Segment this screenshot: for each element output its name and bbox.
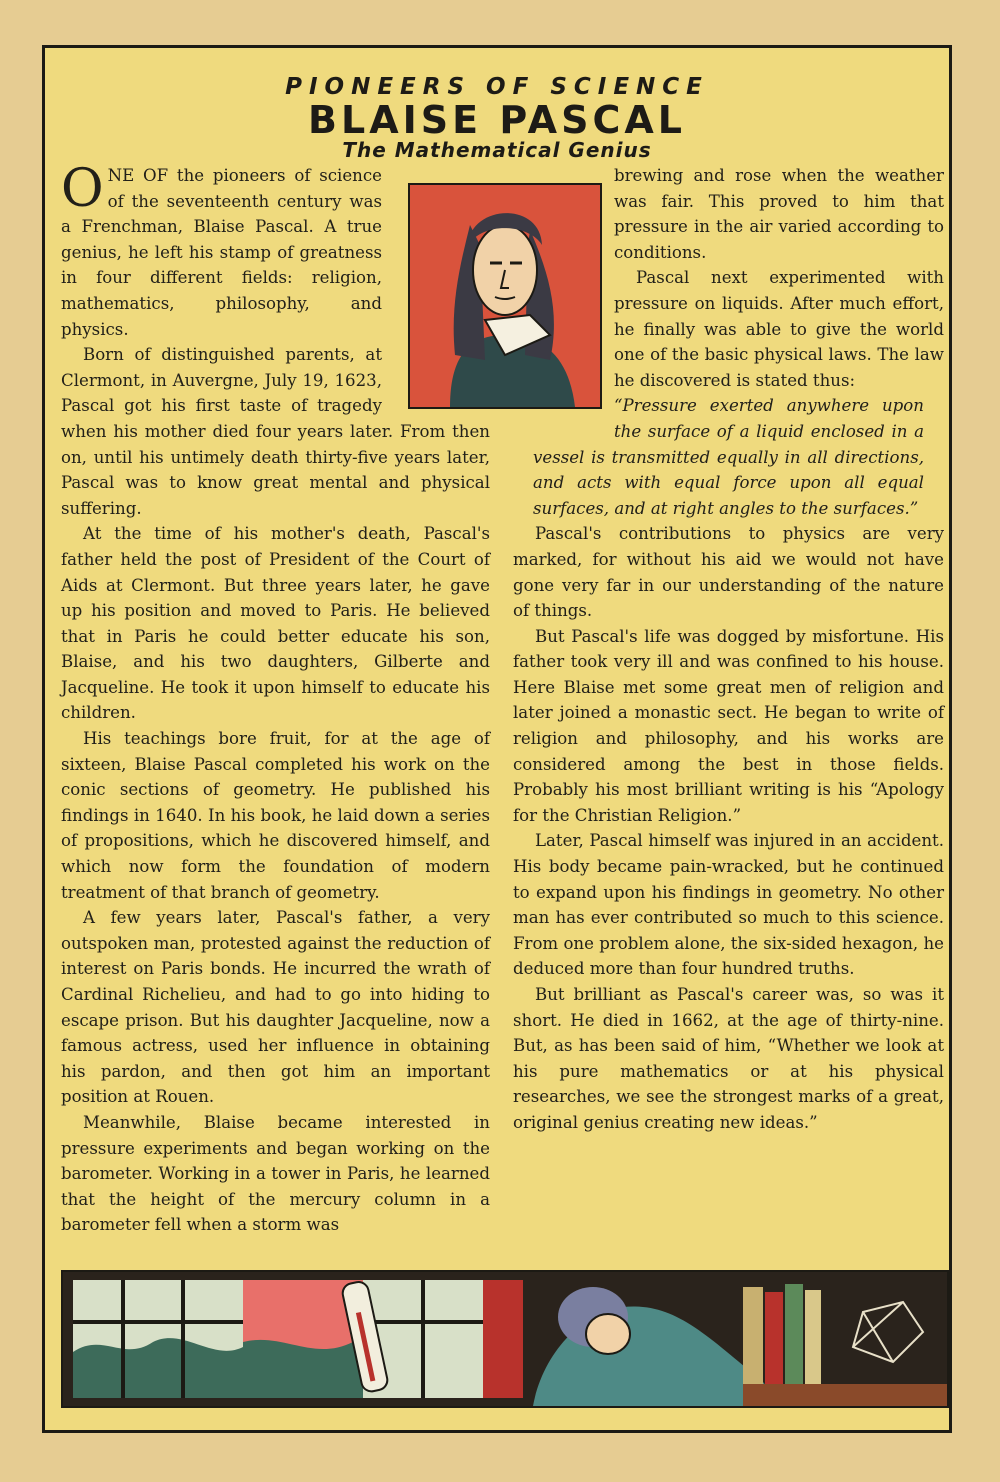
- paragraph: Pascal's contributions to physics are very marked, for without his aid we would not have gone very far in our understanding of the nature of things.: [513, 524, 944, 621]
- series-heading: PIONEERS OF SCIENCE: [285, 74, 709, 100]
- paragraph: Meanwhile, Blaise became interested in pressure experiments and began working on the barometer. Working in a tower in Paris, he learned that the height of the mercury column in a barometer fell when a storm was: [61, 1112, 490, 1235]
- pascal-portrait: [408, 183, 602, 409]
- article-title: BLAISE PASCAL: [308, 98, 686, 142]
- law-quote: “Pressure exerted anywhere upon the surface of a liquid enclosed in a vessel is transmitted equally in all directions, and acts with equal force upon all equal surfaces, and at right angles to the surfaces.”: [533, 396, 924, 518]
- paragraph: brewing and rose when the weather was fair. This proved to him that pressure in the air varied according to conditions.: [614, 166, 944, 262]
- paragraph: But Pascal's life was dogged by misfortune. His father took very ill and was confined to his house. Here Blaise met some great men of religion and later joined a monastic sect. He began to write of religion and philosophy, and his works are considered among the best in those fields. Probably his most brilliant writing is his “Apology for the Christian Religion.”: [513, 626, 944, 825]
- article-panel: [42, 45, 952, 1433]
- paragraph: His teachings bore fruit, for at the age of sixteen, Blaise Pascal completed his work on the conic sections of geometry. He published his findings in 1640. In his book, he laid down a series of propositions, which he discovered himself, and which now form the foundation of modern treatment of that branch of geometry.: [61, 729, 490, 902]
- paragraph: Pascal next experimented with pressure on liquids. After much effort, he finally was able to give the world one of the basic physical laws. The law he discovered is stated thus:: [614, 268, 944, 390]
- drop-cap: O: [61, 159, 104, 219]
- paragraph: A few years later, Pascal's father, a very outspoken man, protested against the reduction of interest on Paris bonds. He incurred the wrath of Cardinal Richelieu, and had to go into hiding to escape prison. But his daughter Jacqueline, now a famous actress, used her influence in obtaining his pardon, and then got him an important position at Rouen.: [61, 908, 490, 1107]
- paragraph: Later, Pascal himself was injured in an accident. His body became pain-wracked, but he continued to expand upon his findings in geometry. No other man has ever contributed so much to this science. From one problem alone, the six-sided hexagon, he deduced more than four hundred truths.: [513, 831, 944, 979]
- paragraph: But brilliant as Pascal's career was, so was it short. He died in 1662, at the age of thirty-nine. But, as has been said of him, “Whether we look at his pure mathematics or at his physical researches, we see the strongest marks of a great, original genius creating new ideas.”: [513, 985, 944, 1132]
- article-subtitle: The Mathematical Genius: [342, 138, 652, 162]
- paragraph: ONE OF the pioneers of science of the seventeenth century was a Frenchman, Blaise Pascal. A true genius, he left his stamp of greatness in four different fields: religion, mathematics, philosophy, and physics.: [61, 159, 382, 339]
- pascal-barometer-illustration: [61, 1270, 949, 1408]
- paragraph: At the time of his mother's death, Pascal's father held the post of President of the Court of Aids at Clermont. But three years later, he gave up his position and moved to Paris. He believed that in Paris he could better educate his son, Blaise, and his two daughters, Gilberte and Jacqueline. He took it upon himself to educate his children.: [61, 524, 490, 723]
- paragraph: Born of distinguished parents, at Clermont, in Auvergne, July 19, 1623, Pascal got his first taste of tragedy when his mother died four years later. From then on, until his untimely death thirty-five years later, Pascal was to know great mental and physical suffering.: [61, 345, 490, 518]
